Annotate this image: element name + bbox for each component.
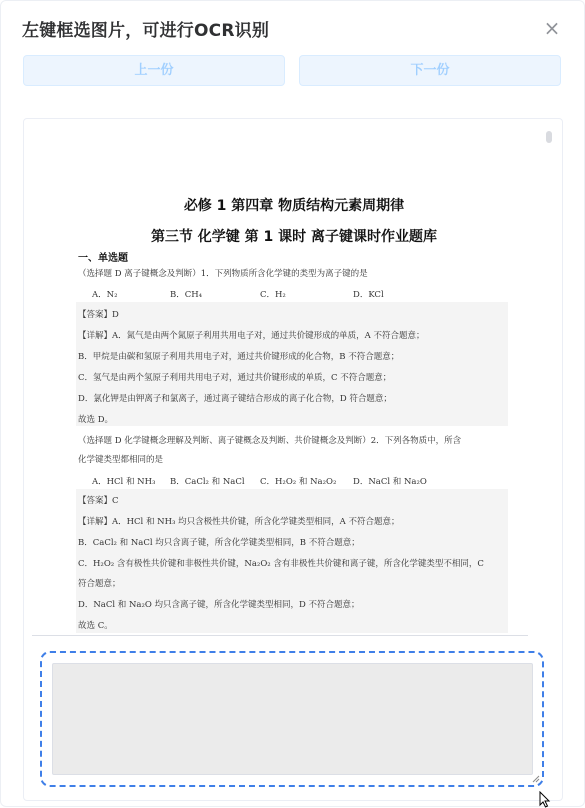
document-subtitle: 第三节 化学键 第 1 课时 离子键课时作业题库 [150, 229, 438, 245]
question-2: （选择题 D 化学键概念理解及判断、离子键概念及判断、共价键概念及判断）2．下列各物质中，所含 [78, 436, 462, 446]
q2-answer: 【答案】C [78, 496, 119, 506]
q2-option-a: A．HCl 和 NH₃ [92, 477, 156, 487]
q1-option-b: B．CH₄ [170, 290, 203, 300]
q1-answer: 【答案】D [78, 310, 119, 320]
q1-answer-block [76, 302, 508, 426]
q1-option-d: D．KCl [353, 290, 384, 300]
viewer-scrollbar[interactable] [546, 131, 552, 143]
q1-option-c: C．H₂ [260, 290, 286, 300]
close-icon[interactable]: × [543, 16, 561, 40]
q1-detail-line: B．甲烷是由碳和氢原子利用共用电子对，通过共价键形成的化合物，B 不符合题意； [78, 352, 400, 362]
q2-option-c: C．H₂O₂ 和 Na₂O₂ [260, 477, 337, 487]
q2-detail-line: 【详解】A．HCl 和 NH₃ 均只含极性共价键，所含化学键类型相同，A 不符合题意； [78, 517, 400, 527]
q1-detail-line: 【详解】A．氮气是由两个氮原子利用共用电子对，通过共价键形成的单质，A 不符合题意； [78, 331, 425, 341]
prev-button[interactable]: 上一份 [23, 55, 285, 86]
ocr-result-textarea[interactable] [52, 663, 533, 775]
q1-option-a: A．N₂ [92, 290, 118, 300]
page-divider [32, 635, 528, 636]
q2-option-d: D．NaCl 和 Na₂O [353, 477, 427, 487]
question-1: （选择题 D 离子键概念及判断）1．下列物质所含化学键的类型为离子键的是 [78, 269, 368, 279]
q1-detail-line: D．氯化钾是由钾离子和氯离子，通过离子键结合形成的离子化合物，D 符合题意； [78, 394, 392, 404]
q2-detail-line: 符合题意； [78, 579, 121, 589]
next-button[interactable]: 下一份 [299, 55, 561, 86]
document-title: 必修 1 第四章 物质结构元素周期律 [183, 198, 405, 214]
ocr-selection-box[interactable] [40, 651, 544, 787]
q2-option-b: B．CaCl₂ 和 NaCl [170, 477, 245, 487]
resize-handle-icon[interactable] [532, 775, 540, 783]
q2-detail-line: D．NaCl 和 Na₂O 均只含离子键，所含化学键类型相同，D 不符合题意； [78, 600, 360, 610]
q2-detail-line: 故选 C。 [78, 621, 113, 631]
q2-detail-line: C．H₂O₂ 含有极性共价键和非极性共价键，Na₂O₂ 含有非极性共价键和离子键，所含化学键类型不相同，C [78, 559, 484, 569]
mouse-pointer-icon [539, 791, 551, 808]
question-2-cont: 化学键类型都相同的是 [78, 455, 164, 465]
q1-detail-line: C．氢气是由两个氢原子利用共用电子对，通过共价键形成的单质，C 不符合题意； [78, 373, 392, 383]
q1-detail-line: 故选 D。 [78, 415, 114, 425]
q2-detail-line: B．CaCl₂ 和 NaCl 均只含离子键，所含化学键类型相同，B 不符合题意； [78, 538, 360, 548]
dialog-title: 左键框选图片，可进行OCR识别 [22, 21, 270, 41]
section-heading: 一、单选题 [78, 253, 128, 264]
